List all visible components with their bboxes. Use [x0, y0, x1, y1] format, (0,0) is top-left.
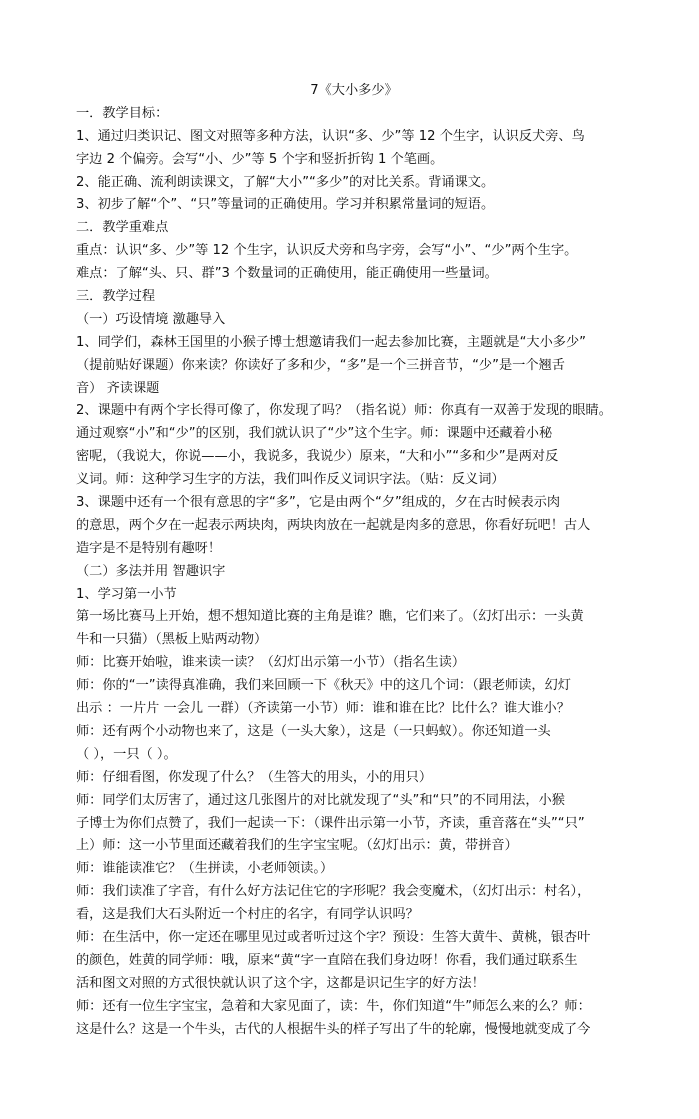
text-line: 1、学习第一小节 [76, 586, 177, 602]
text-line: （提前贴好课题）你来读？你读好了多和少，“多”是一个三拼音节，“少”是一个翘舌 [76, 357, 565, 373]
text-line: 看，这是我们大石头附近一个村庄的名字，有同学认识吗？ [76, 907, 419, 923]
text-line: 师：还有一位生字宝宝，急着和大家见面了，读：牛，你们知道“牛”师怎么来的么？师： [76, 998, 591, 1014]
text-line: 义词。师：这种学习生字的方法，我们叫作反义词识字法。（贴：反义词） [76, 472, 505, 488]
text-line: 造字是不是特别有趣呀！ [76, 540, 222, 556]
text-line: 一．教学目标： [76, 105, 169, 121]
text-line: 师：你的“一”读得真准确，我们来回顾一下《秋天》中的这几个词：（跟老师读，幻灯 [76, 678, 571, 694]
text-line: 通过观察“小”和“少”的区别，我们就认识了“少”这个生字。师：课题中还藏着小秘 [76, 426, 553, 442]
text-line: 难点：了解“头、只、群”3 个数量词的正确使用，能正确使用一些量词。 [76, 266, 498, 282]
text-line: 子博士为你们点赞了，我们一起读一下：（课件出示第一小节，齐读，重音落在“头”“只” [76, 815, 585, 831]
text-line: 活和图文对照的方式很快就认识了这个字，这都是识记生字的好方法！ [76, 975, 485, 991]
text-line: 2、课题中有两个字长得可像了，你发现了吗？（指名说）师：你真有一双善于发现的眼睛。 [76, 403, 612, 419]
document-body [76, 80, 626, 1041]
text-line: 师：同学们太厉害了，通过这几张图片的对比就发现了“头”和“只”的不同用法，小猴 [76, 792, 565, 808]
text-line: 上）师：这一小节里面还藏着我们的生字宝宝呢。（幻灯出示：黄，带拼音） [76, 838, 518, 854]
text-line: 牛和一只猫）（黑板上贴两动物） [76, 632, 268, 648]
text-line: 2、能正确、流利朗读课文，了解“大小”“多少”的对比关系。背诵课文。 [76, 174, 495, 190]
text-line: 1、同学们，森林王国里的小猴子博士想邀请我们一起去参加比赛，主题就是“大小多少” [76, 334, 586, 350]
page-title: 7《大小多少》 [310, 83, 398, 98]
text-line: 师：仔细看图，你发现了什么？（生答大的用头，小的用只） [76, 769, 433, 785]
text-line: 的意思，两个夕在一起表示两块肉，两块肉放在一起就是肉多的意思，你看好玩吧！古人 [76, 517, 591, 533]
text-line: 出示 ：一片片 一会儿 一群）（齐读第一小节）师：谁和谁在比？比什么？谁大谁小？ [76, 701, 570, 717]
text-line: 师：比赛开始啦，谁来读一读？（幻灯出示第一小节）（指名生读） [76, 655, 466, 671]
text-line: 师：谁能读准它？（生拼读，小老师领读。） [76, 861, 334, 877]
text-line: 师：我们读准了字音，有什么好方法记住它的字形呢？我会变魔术，（幻灯出示：村名）， [76, 884, 591, 900]
text-line: 音） 齐读课题 [76, 380, 160, 396]
text-line: 师：在生活中，你一定还在哪里见过或者听过这个字？预设：生答大黄牛、黄桃，银杏叶 [76, 929, 591, 945]
text-line: 这是什么？这是一个牛头，古代的人根据牛头的样子写出了牛的轮廓，慢慢地就变成了今 [76, 1021, 591, 1037]
text-line: （二）多法并用 智趣识字 [76, 563, 226, 579]
text-line: 三．教学过程 [76, 289, 156, 305]
text-line: 第一场比赛马上开始，想不想知道比赛的主角是谁？瞧，它们来了。（幻灯出示：一头黄 [76, 609, 584, 625]
text-line: 的颜色，姓黄的同学师：哦，原来“黄“字一直陪在我们身边呀！你看，我们通过联系生 [76, 952, 578, 968]
text-line: 1、通过归类识记、图文对照等多种方法，认识“多、少”等 12 个生字，认识反犬旁、鸟 [76, 128, 585, 144]
text-line: 二．教学重难点 [76, 220, 169, 236]
text-line: 字边 2 个偏旁。会写“小、少”等 5 个字和竖折折钩 1 个笔画。 [76, 151, 444, 167]
text-line: 3、课题中还有一个很有意思的字“多”，它是由两个“夕”组成的，夕在古时候表示肉 [76, 495, 561, 511]
text-line: （ ），一只（ ）。 [76, 746, 177, 762]
text-line: 师：还有两个小动物也来了，这是（一头大象），这是（一只蚂蚁）。你还知道一头 [76, 723, 551, 739]
text-line: （一）巧设情境 激趣导入 [76, 311, 226, 327]
text-line: 3、初步了解“个”、“只”等量词的正确使用。学习并积累常量词的短语。 [76, 197, 495, 213]
text-line: 密呢，（我说大，你说——小，我说多，我说少）原来，“大和小”“多和少”是两对反 [76, 449, 559, 465]
text-line: 重点：认识“多、少”等 12 个生字，认识反犬旁和鸟字旁，会写“小”、“少”两个生字。 [76, 243, 578, 259]
